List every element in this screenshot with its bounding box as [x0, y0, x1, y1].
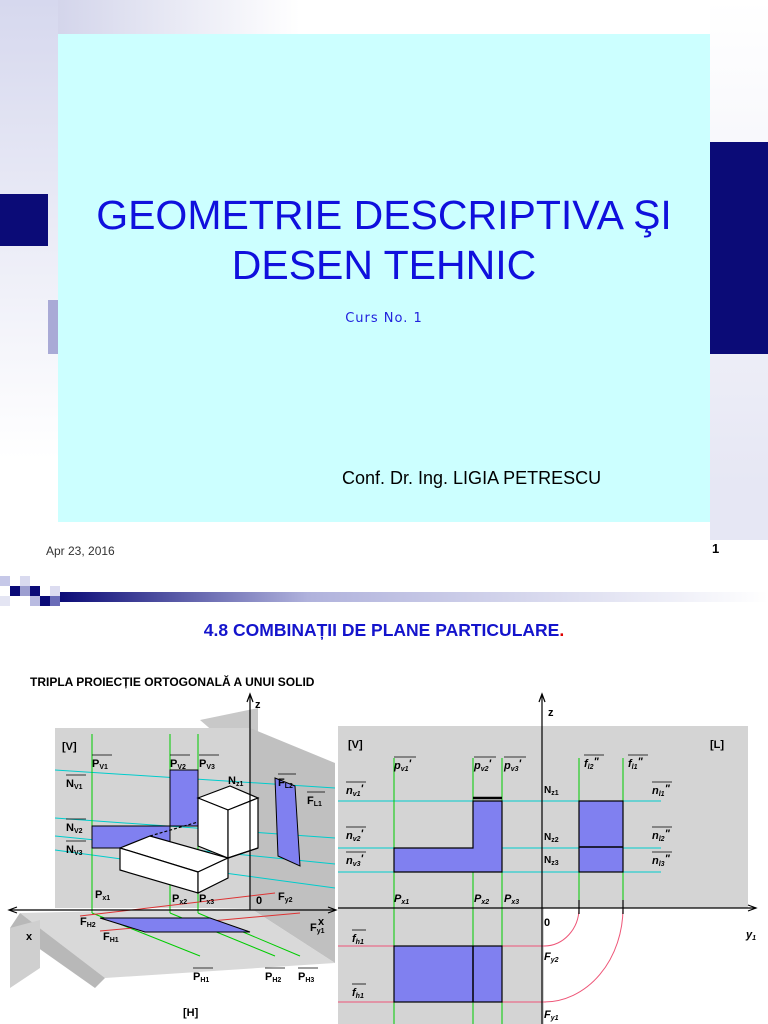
epure-fy2-label: Fy2: [544, 951, 559, 964]
iso-px1-label: Px1: [95, 889, 111, 902]
iso-nv2-label: NV2: [66, 822, 83, 835]
epure-nz2-label: $N_{z2}$: [544, 832, 559, 844]
epure-axis-y1: y1: [746, 929, 757, 942]
left-navy-block: [0, 194, 48, 246]
page-number: 1: [712, 541, 720, 556]
epure-plane-l: [L]: [710, 739, 725, 751]
iso-fy1-label: Fy1: [310, 922, 325, 935]
epure-projection-figure: [336, 688, 768, 1024]
iso-fl2-label: FL2: [278, 777, 293, 790]
heading-dot: .: [559, 620, 565, 640]
epure-fl1-label: fl1": [628, 756, 643, 771]
epure-px2-label: Px2: [474, 893, 490, 906]
iso-axis-z: z: [255, 699, 261, 711]
iso-ph2-label: PH2: [265, 971, 282, 984]
iso-axis-x-right: x: [318, 916, 325, 928]
epure-pv2-label: pv2': [474, 758, 492, 773]
epure-fy1-label: Fy1: [544, 1009, 559, 1022]
iso-px2-label: Px2: [172, 893, 188, 906]
epure-plane-v: [V]: [348, 739, 363, 751]
slide-2-heading: [0, 620, 768, 641]
epure-nv3-label: nv3': [346, 853, 364, 868]
epure-pv3-label: pv3': [504, 758, 522, 773]
slide-title: [58, 190, 710, 290]
plane-h-shadow: [10, 920, 40, 988]
epure-pv1-label: pv1': [394, 758, 412, 773]
epure-v-l-plane: [338, 726, 748, 908]
iso-axis-x-left: x: [26, 931, 33, 943]
iso-ph3-label: PH3: [298, 971, 315, 984]
slide-2: [0, 576, 768, 1024]
iso-fh2-label: FH2: [80, 916, 96, 929]
isometric-projection-figure: [0, 688, 340, 1024]
iso-fh1-label: FH1: [103, 931, 119, 944]
iso-plane-v: [V]: [62, 741, 77, 753]
epure-nv2-label: nv2': [346, 828, 364, 843]
iso-fl1-label: FL1: [307, 795, 322, 808]
epure-nz3-label: $N_{z3}$: [544, 855, 559, 867]
iso-nv1-label: NV1: [66, 778, 83, 791]
title-line-1: GEOMETRIE DESCRIPTIVA ŞI: [96, 192, 672, 238]
iso-nv3-label: NV3: [66, 844, 83, 857]
heading-text: 4.8 COMBINAȚII DE PLANE PARTICULARE: [203, 620, 560, 640]
epure-origin: 0: [544, 917, 551, 929]
left-gradient-band: [0, 0, 58, 540]
epure-fl2-label: fl2": [584, 756, 599, 771]
iso-fy2-label: Fy2: [278, 891, 293, 904]
iso-pv1-label: PV1: [92, 758, 108, 771]
epure-fh2-label: fh1: [352, 987, 364, 1000]
epure-px1-label: Px1: [394, 893, 410, 906]
iso-plane-h: [H]: [183, 1007, 199, 1019]
epure-axis-z: z: [548, 707, 554, 719]
course-number: Curs No. 1: [345, 311, 423, 326]
iso-px3-label: Px3: [199, 893, 215, 906]
epure-nv1-label: nv1': [346, 783, 364, 798]
epure-side-view: [579, 801, 623, 872]
title-line-2: DESEN TEHNIC: [231, 242, 537, 288]
epure-px3-label: Px3: [504, 893, 520, 906]
epure-nl1-label: nl1": [652, 783, 670, 798]
epure-nz1-label: $N_{z1}$: [544, 785, 559, 797]
left-lavender-block: [48, 300, 58, 354]
iso-pv3-label: PV3: [199, 758, 215, 771]
right-navy-block: [710, 142, 768, 354]
epure-nl2-label: nl2": [652, 828, 670, 843]
iso-pv2-label: PV2: [170, 758, 186, 771]
slide-date: Apr 23, 2016: [46, 544, 115, 558]
iso-origin: 0: [256, 895, 263, 907]
slide-2-subtitle: TRIPLA PROIECȚIE ORTOGONALĂ A UNUI SOLID: [30, 675, 315, 689]
iso-ph1-label: PH1: [193, 971, 210, 984]
epure-nl3-label: nl3": [652, 853, 670, 868]
author: Conf. Dr. Ing. LIGIA PETRESCU: [342, 468, 602, 488]
mosaic-header-decoration: [0, 576, 768, 616]
epure-fh1-label: fh1: [352, 933, 364, 946]
epure-top-view: [394, 946, 502, 1002]
iso-nz1-label: Nz1: [228, 775, 244, 788]
